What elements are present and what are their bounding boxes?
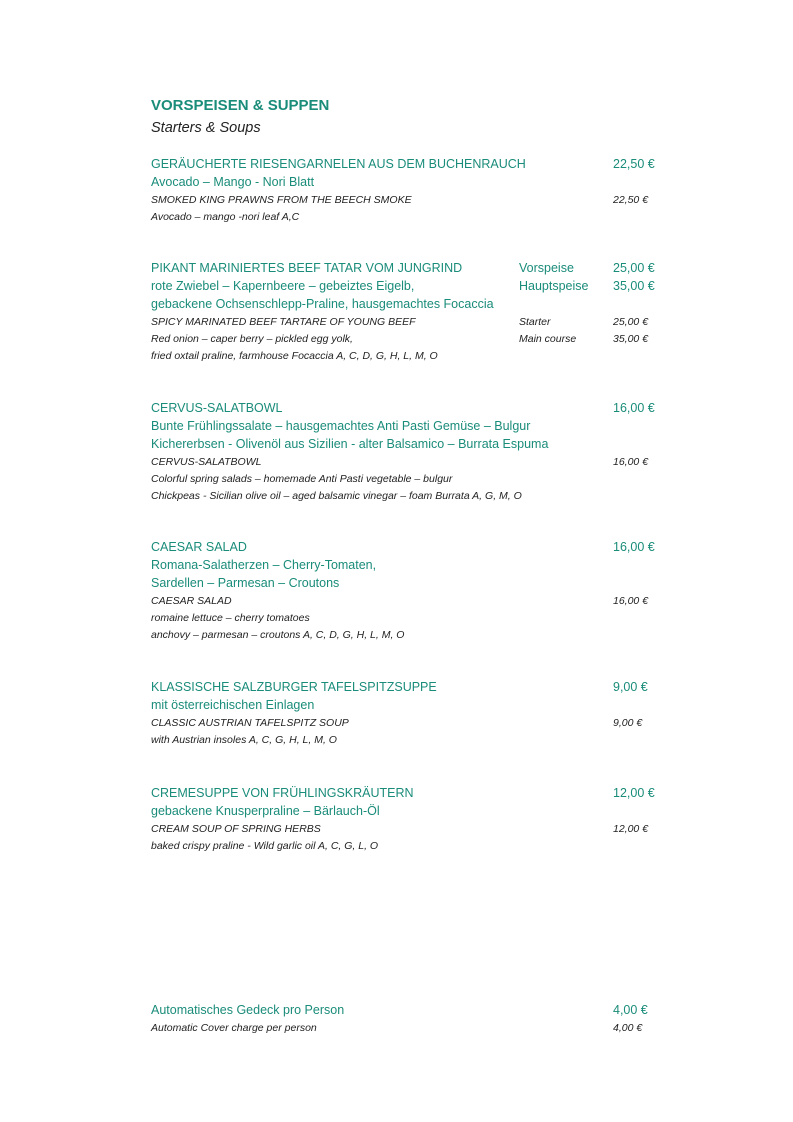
cover-price-en: 4,00 € <box>613 1022 643 1034</box>
item-price-en: 16,00 € <box>613 595 649 607</box>
item-title-de: CAESAR SALAD <box>151 540 247 554</box>
item-price: 12,00 € <box>613 786 655 800</box>
item-desc-de: Sardellen – Parmesan – Croutons <box>151 576 340 590</box>
item-price-en: 12,00 € <box>613 823 649 835</box>
item-price: 22,50 € <box>613 157 655 171</box>
item-desc-de: rote Zwiebel – Kapernbeere – gebeiztes Eigelb, <box>151 279 415 293</box>
item-option-de: Hauptspeise <box>519 279 589 293</box>
item-price-en: 16,00 € <box>613 456 649 468</box>
item-price-en: 25,00 € <box>613 316 649 328</box>
item-price-en: 9,00 € <box>613 717 643 729</box>
section-subtitle: Starters & Soups <box>151 120 261 136</box>
item-price: 35,00 € <box>613 279 655 293</box>
item-title-de: GERÄUCHERTE RIESENGARNELEN AUS DEM BUCHENRAUCH <box>151 157 526 171</box>
item-title-en: CERVUS-SALATBOWL <box>151 456 262 468</box>
item-title-de: PIKANT MARINIERTES BEEF TATAR VOM JUNGRIND <box>151 261 463 275</box>
cover-price: 4,00 € <box>613 1003 648 1017</box>
item-title-en: SMOKED KING PRAWNS FROM THE BEECH SMOKE <box>151 194 412 206</box>
item-price-en: 35,00 € <box>613 333 649 345</box>
item-desc-de: Avocado – Mango - Nori Blatt <box>151 175 315 189</box>
item-title-de: KLASSISCHE SALZBURGER TAFELSPITZSUPPE <box>151 680 437 694</box>
item-desc-de: gebackene Ochsenschlepp-Praline, hausgemachtes Focaccia <box>151 297 494 311</box>
item-desc-en: anchovy – parmesan – croutons A, C, D, G, H, L, M, O <box>151 629 405 641</box>
item-price: 25,00 € <box>613 261 655 275</box>
cover-label-en: Automatic Cover charge per person <box>151 1022 317 1034</box>
item-title-en: CLASSIC AUSTRIAN TAFELSPITZ SOUP <box>151 717 349 729</box>
item-desc-en: baked crispy praline - Wild garlic oil A, C, G, L, O <box>151 840 379 852</box>
item-title-en: SPICY MARINATED BEEF TARTARE OF YOUNG BEEF <box>151 316 416 328</box>
item-price-en: 22,50 € <box>613 194 649 206</box>
item-option-de: Vorspeise <box>519 261 574 275</box>
item-title-en: CREAM SOUP OF SPRING HERBS <box>151 823 321 835</box>
item-desc-en: romaine lettuce – cherry tomatoes <box>151 612 310 624</box>
item-title-en: CAESAR SALAD <box>151 595 232 607</box>
item-title-de: CERVUS-SALATBOWL <box>151 401 283 415</box>
item-price: 9,00 € <box>613 680 648 694</box>
item-desc-en: with Austrian insoles A, C, G, H, L, M, O <box>151 734 337 746</box>
item-desc-de: Kichererbsen - Olivenöl aus Sizilien - alter Balsamico – Burrata Espuma <box>151 437 549 451</box>
item-desc-en: fried oxtail praline, farmhouse Focaccia A, C, D, G, H, L, M, O <box>151 350 438 362</box>
cover-label-de: Automatisches Gedeck pro Person <box>151 1003 345 1017</box>
item-desc-de: gebackene Knusperpraline – Bärlauch-Öl <box>151 804 380 818</box>
item-option-en: Main course <box>519 333 577 345</box>
item-desc-en: Avocado – mango -nori leaf A,C <box>151 211 300 223</box>
item-desc-en: Colorful spring salads – homemade Anti Pasti vegetable – bulgur <box>151 473 453 485</box>
item-desc-de: Bunte Frühlingssalate – hausgemachtes Anti Pasti Gemüse – Bulgur <box>151 419 531 433</box>
item-price: 16,00 € <box>613 540 655 554</box>
item-desc-de: Romana-Salatherzen – Cherry-Tomaten, <box>151 558 377 572</box>
item-option-en: Starter <box>519 316 551 328</box>
item-desc-en: Chickpeas - Sicilian olive oil – aged balsamic vinegar – foam Burrata A, G, M, O <box>151 490 522 502</box>
item-desc-de: mit österreichischen Einlagen <box>151 698 315 712</box>
section-title: VORSPEISEN & SUPPEN <box>151 97 330 114</box>
item-title-de: CREMESUPPE VON FRÜHLINGSKRÄUTERN <box>151 786 414 800</box>
item-desc-en: Red onion – caper berry – pickled egg yolk, <box>151 333 353 345</box>
item-price: 16,00 € <box>613 401 655 415</box>
